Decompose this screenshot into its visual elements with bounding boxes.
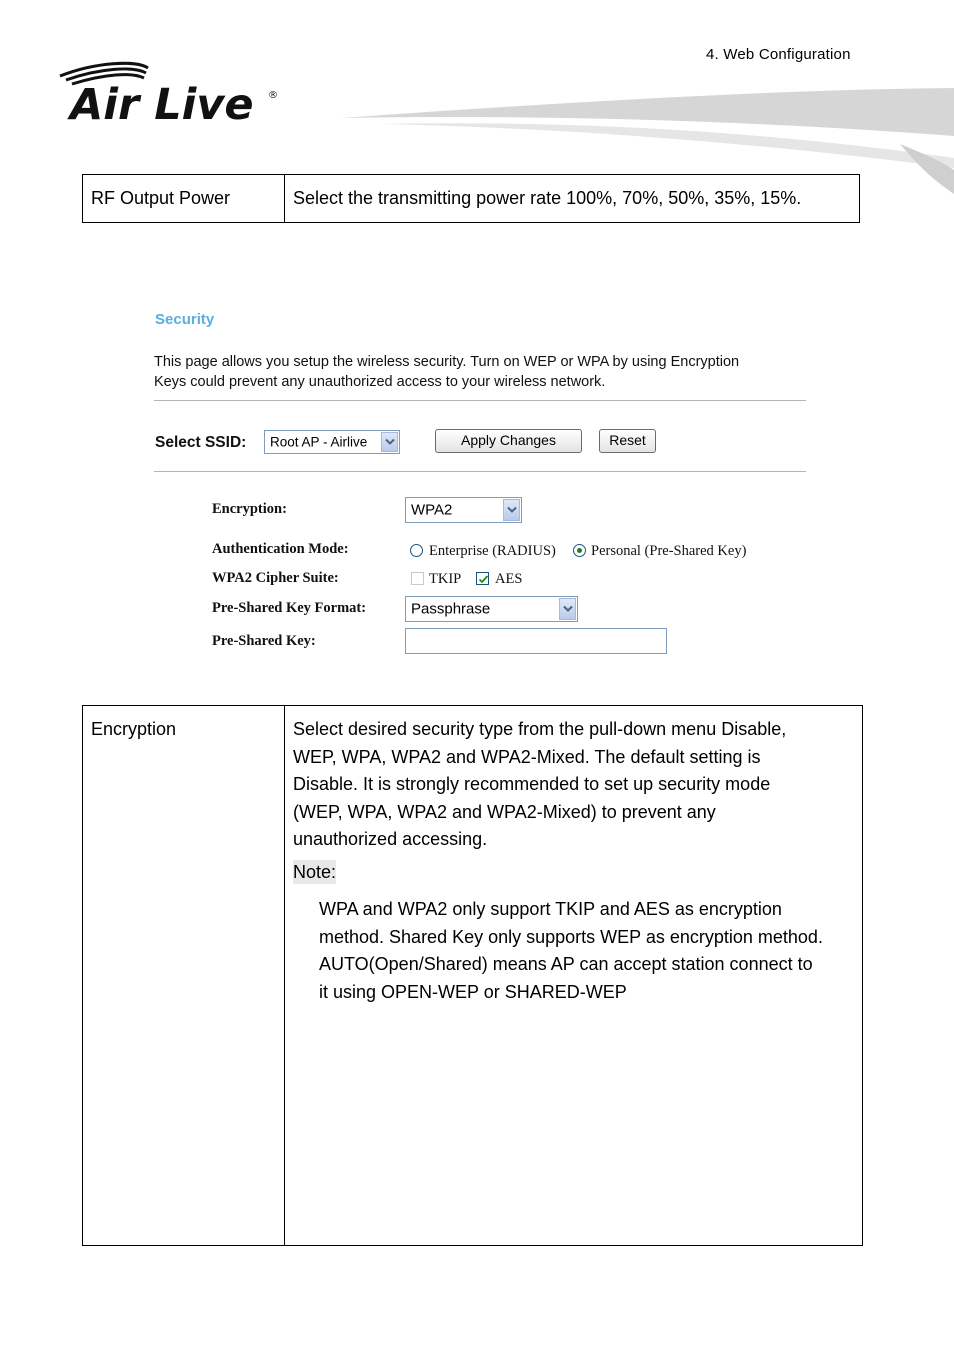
logo-wordmark: Air Live — [70, 80, 254, 124]
encryption-description — [285, 706, 862, 1006]
encryption-select[interactable] — [405, 497, 522, 523]
pre-shared-key-label: Pre-Shared Key: — [212, 633, 316, 649]
encryption-table-label: Encryption — [91, 719, 177, 739]
apply-changes-button[interactable]: Apply Changes — [435, 429, 582, 453]
logo-swoosh-icon — [56, 60, 286, 124]
rf-label: RF Output Power — [91, 188, 231, 208]
security-description — [154, 353, 814, 392]
encryption-table — [82, 705, 863, 1246]
key-format-select[interactable] — [405, 596, 578, 622]
note-line: it using OPEN-WEP or SHARED-WEP — [319, 981, 627, 1002]
encryption-label: Encryption: — [212, 501, 287, 517]
encryption-desc-line: unauthorized accessing. — [293, 829, 488, 849]
divider-top — [154, 400, 806, 401]
note-line: AUTO(Open/Shared) means AP can accept station connect to — [319, 954, 813, 974]
ssid-select[interactable] — [264, 430, 400, 454]
rf-label-cell — [83, 175, 285, 223]
security-title: Security — [155, 311, 215, 328]
encryption-desc-line: Disable. It is strongly recommended to set up security mode — [293, 774, 771, 794]
authentication-mode-label: Authentication Mode: — [212, 541, 349, 557]
cipher-aes-label: AES — [495, 571, 523, 587]
key-format-select-value: Passphrase — [411, 600, 491, 618]
rf-output-power-table — [82, 174, 860, 223]
pre-shared-key-input[interactable] — [405, 628, 667, 654]
cipher-tkip-checkbox[interactable] — [411, 572, 424, 585]
security-description-line-2: Keys could prevent any unauthorized access to your wireless network. — [154, 373, 606, 390]
chevron-down-icon — [503, 499, 520, 521]
encryption-desc-line: (WEP, WPA, WPA2 and WPA2-Mixed) to prevent any — [293, 801, 716, 822]
logo-registered-mark: ® — [268, 90, 278, 101]
ssid-select-value: Root AP - Airlive — [270, 434, 368, 450]
chapter-heading: 4. Web Configuration — [706, 46, 851, 63]
encryption-desc-line: WEP, WPA, WPA2 and WPA2-Mixed. The default setting is — [293, 746, 761, 767]
select-ssid-label: Select SSID: — [155, 434, 247, 451]
chevron-down-icon — [559, 598, 576, 620]
encryption-label-cell — [83, 706, 285, 1246]
cipher-tkip-label: TKIP — [429, 571, 462, 587]
note-label: Note: — [293, 861, 337, 882]
divider-bottom — [154, 471, 806, 472]
note-text — [293, 896, 854, 1006]
auth-personal-label: Personal (Pre-Shared Key) — [591, 543, 747, 559]
encryption-desc-line: Select desired security type from the pull-down menu Disable, — [293, 719, 787, 739]
note-line: method. Shared Key only supports WEP as encryption method. — [319, 926, 823, 947]
auth-enterprise-radio[interactable] — [410, 544, 423, 557]
security-description-line-1: This page allows you setup the wireless security. Turn on WEP or WPA by using Encryption — [154, 354, 740, 370]
encryption-select-value: WPA2 — [411, 501, 453, 519]
cipher-aes-checkbox[interactable] — [476, 572, 489, 585]
reset-button[interactable]: Reset — [599, 429, 656, 453]
key-format-label: Pre-Shared Key Format: — [212, 600, 367, 616]
cipher-suite-label: WPA2 Cipher Suite: — [212, 570, 339, 586]
auth-personal-radio[interactable] — [573, 544, 586, 557]
checkmark-icon — [477, 573, 490, 586]
chevron-down-icon — [381, 432, 398, 452]
rf-description-cell — [285, 175, 860, 223]
encryption-description-cell — [285, 706, 863, 1246]
note-line: WPA and WPA2 only support TKIP and AES as encryption — [319, 899, 782, 919]
rf-description: Select the transmitting power rate 100%, 70%, 50%, 35%, 15%. — [293, 188, 802, 208]
airlive-logo — [56, 60, 286, 124]
auth-enterprise-label: Enterprise (RADIUS) — [429, 543, 556, 559]
